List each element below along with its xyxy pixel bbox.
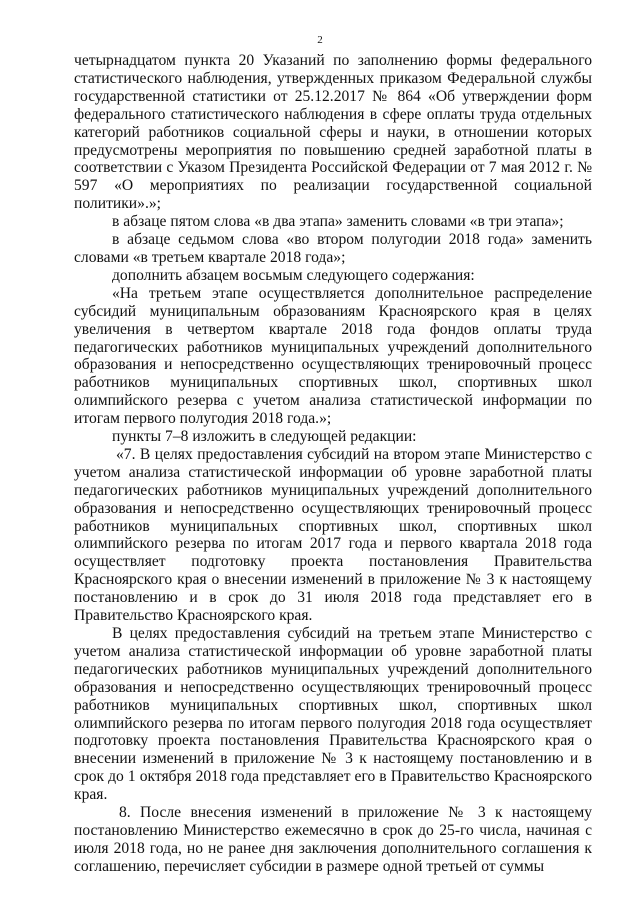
paragraph-amendment-7: в абзаце седьмом слова «во втором полугодии 2018 года» заменить словами «в третьем квартале 2018 года»; (74, 231, 592, 266)
paragraph-amendment-5: в абзаце пятом слова «в два этапа» заменить словами «в три этапа»; (112, 213, 564, 231)
paragraph-item-8: 8. После внесения изменений в приложение № 3 к настоящему постановлению Министерство ежемесячно в срок до 25-го числа, начиная с июля 2018 года, но не ранее дня заключения дополнительного соглашения к соглашению, перечисляет субсидии в размере одной третьей от суммы (74, 804, 592, 875)
paragraph-items-7-8: пункты 7–8 изложить в следующей редакции: (112, 428, 417, 446)
paragraph-add-8: дополнить абзацем восьмым следующего содержания: (112, 266, 475, 284)
paragraph-continuation: четырнадцатом пункта 20 Указаний по заполнению формы федерального статистического наблюдения, утвержденных приказом Федеральной службы государственной статистики от 25.12.2017 № 864 «Об утверждении форм федерального статистического наблюдения в сфере оплаты труда отдельных категорий работников социальной сферы и науки, в отношении которых предусмотрены мероприятия по повышению средней заработной платы в соответствии с Указом Президента Российской Федерации от 7 мая 2012 г. № 597 «О мероприятиях по реализации государственной социальной политики».»; (74, 52, 592, 213)
paragraph-item-7: «7. В целях предоставления субсидий на втором этапе Министерство с учетом анализа статистической информации об уровне заработной платы педагогических работников муниципальных учреждений дополнительного образования и непосредственно осуществляющих тренировочный процесс работников муниципальных спортивных школ, спортивных школ олимпийского резерва по итогам 2017 года и первого квартала 2018 года осуществляет подготовку проекта постановления Правительства Красноярского края о внесении изменений в приложение № 3 к настоящему постановлению и в срок до 31 июля 2018 года представляет его в Правительство Красноярского края. (74, 445, 592, 625)
paragraph-third-stage-subsidies: В целях предоставления субсидий на третьем этапе Министерство с учетом анализа статистической информации об уровне заработной платы педагогических работников муниципальных учреждений дополнительного образования и непосредственно осуществляющих тренировочный процесс работников муниципальных спортивных школ, спортивных школ олимпийского резерва по итогам первого полугодия 2018 года осуществляет подготовку проекта постановления Правительства Красноярского края о внесении изменений в приложение № 3 к настоящему постановлению и в срок до 1 октября 2018 года представляет его в Правительство Красноярского края. (74, 625, 592, 804)
paragraph-third-stage: «На третьем этапе осуществляется дополнительное распределение субсидий муниципальным образованиям Красноярского края в целях увеличения в четвертом квартале 2018 года фондов оплаты труда педагогических работников муниципальных учреждений дополнительного образования и непосредственно осуществляющих тренировочный процесс работников муниципальных спортивных школ, спортивных школ олимпийского резерва с учетом анализа статистической информации по итогам первого полугодия 2018 года.»; (74, 284, 592, 428)
document-body (74, 52, 592, 876)
page-number: 2 (317, 34, 323, 46)
